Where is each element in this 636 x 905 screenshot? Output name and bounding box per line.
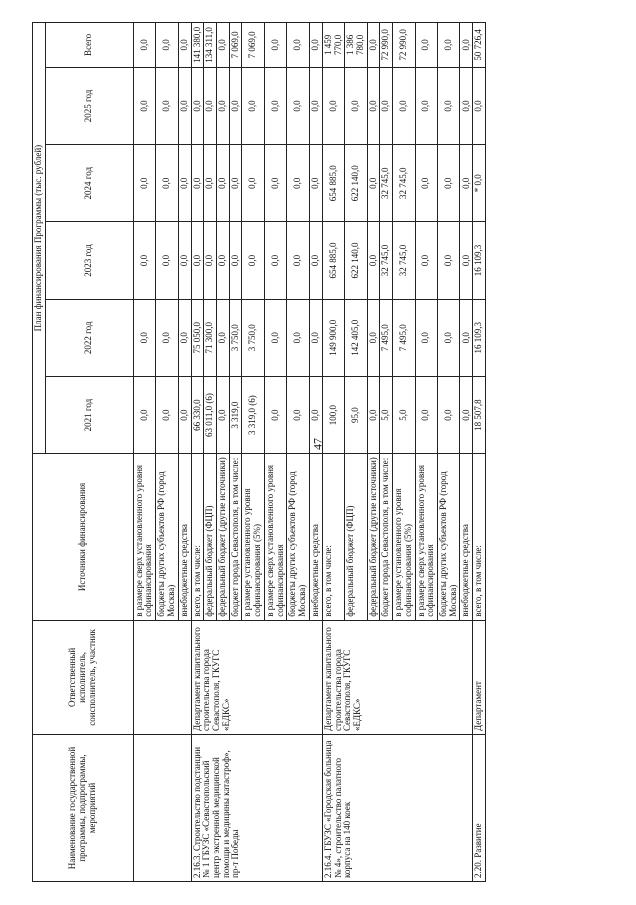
year-value-cell: 0,0 [367,67,380,144]
year-value-cell: 0,0 [178,376,191,453]
year-value-cell: 0,0 [264,222,286,299]
year-value-cell: 0,0 [217,222,230,299]
year-value-cell: 654 885,0 [322,145,344,222]
year-value-cell: 32 745,0 [380,222,393,299]
program-name-cell: 2.16.4. ГБУЗС «Городская больница № 4», строительство палатного корпуса на 140 коек [322,735,473,882]
year-value-cell: 0,0 [156,376,178,453]
year-value-cell: 0,0 [178,299,191,376]
year-value-cell: 0,0 [309,145,322,222]
year-value-cell: 0,0 [156,145,178,222]
year-value-cell: 0,0 [156,222,178,299]
year-value-cell: 0,0 [217,376,230,453]
year-value-cell: 0,0 [287,376,309,453]
program-name-cell: 2.16.3. Строительство подстанции № 1 ГБУЗС «Севастопольский центр экстренной медицинской помощи и медицины катастроф», пр-т Победы [191,735,322,882]
table-row [322,23,344,882]
total-value-cell: 0,0 [217,23,230,68]
year-value-cell: 0,0 [367,376,380,453]
funding-source-cell: всего, в том числе: [322,454,344,621]
year-value-cell: 0,0 [242,222,264,299]
year-value-cell: 0,0 [437,222,459,299]
year-value-cell: 0,0 [217,299,230,376]
year-value-cell: 149 900,0 [322,299,344,376]
year-value-cell: 0,0 [415,376,437,453]
total-value-cell: 0,0 [437,23,459,68]
rotated-page [32,22,604,882]
year-value-cell: 0,0 [345,67,367,144]
year-value-cell: 7 495,0 [393,299,415,376]
year-value-cell: 0,0 [460,299,473,376]
year-value-cell: 0,0 [437,299,459,376]
year-value-cell: 0,0 [204,222,217,299]
year-value-cell: 0,0 [178,145,191,222]
year-value-cell: 0,0 [322,67,344,144]
total-value-cell: 0,0 [367,23,380,68]
header-year: 2023 год [45,222,133,299]
year-value-cell: 654 885,0 [322,222,344,299]
table-row [191,23,204,882]
funding-source-cell: бюджеты других субъектов РФ (город Москва) [287,454,309,621]
funding-source-cell: бюджеты других субъектов РФ (город Москва) [437,454,459,621]
year-value-cell: 0,0 [178,67,191,144]
year-value-cell: 0,0 [264,299,286,376]
year-value-cell: 0,0 [287,145,309,222]
header-responsible: Ответственный исполнитель, соисполнитель, участник [33,620,134,734]
total-value-cell: 7 069,0 [229,23,242,68]
total-value-cell: 0,0 [264,23,286,68]
year-value-cell: 0,0 [460,222,473,299]
table-header [33,23,134,882]
total-value-cell: 0,0 [460,23,473,68]
responsible-cell: Департамент капитального строительства города Севастополя, ГКУГС «ЕДКС» [322,620,473,734]
year-value-cell: 142 405,0 [345,299,367,376]
funding-source-cell: федеральный бюджет (ФЦП) [204,454,217,621]
year-value-cell: 66 330,0 [191,376,204,453]
funding-source-cell: бюджет города Севастополя, в том числе: [229,454,242,621]
year-value-cell: 0,0 [309,376,322,453]
year-value-cell: 0,0 [437,376,459,453]
funding-source-cell: федеральный бюджет (ФЦП) [345,454,367,621]
year-value-cell: 0,0 [133,299,155,376]
funding-source-cell: внебюджетные средства [460,454,473,621]
header-name: Наименование государственной программы, подпрограммы, мероприятий [33,735,134,882]
funding-source-cell: бюджет города Севастополя, в том числе: [380,454,393,621]
year-value-cell: 0,0 [415,299,437,376]
header-year: 2024 год [45,145,133,222]
total-value-cell: 72 990,0 [393,23,415,68]
year-value-cell: * 0,0 [473,145,486,222]
year-value-cell: 100,0 [322,376,344,453]
year-value-cell: 0,0 [460,67,473,144]
year-value-cell: 0,0 [380,67,393,144]
year-value-cell: 0,0 [264,376,286,453]
year-value-cell: 0,0 [393,67,415,144]
total-value-cell: 50 726,4 [473,23,486,68]
year-value-cell: 3 750,0 [242,299,264,376]
funding-source-cell: федеральный бюджет (другие источники) [367,454,380,621]
year-value-cell: 18 507,8 [473,376,486,453]
funding-source-cell: всего, в том числе: [473,454,486,621]
year-value-cell: 0,0 [367,222,380,299]
year-value-cell: 0,0 [367,145,380,222]
header-year: 2021 год [45,376,133,453]
year-value-cell: 0,0 [204,67,217,144]
year-value-cell: 0,0 [415,145,437,222]
year-value-cell: 0,0 [156,67,178,144]
year-value-cell: 95,0 [345,376,367,453]
year-value-cell: 0,0 [229,222,242,299]
year-value-cell: 0,0 [133,222,155,299]
responsible-cell [133,620,191,734]
year-value-cell: 0,0 [204,145,217,222]
total-value-cell: 0,0 [178,23,191,68]
year-value-cell: 0,0 [242,67,264,144]
total-value-cell: 72 990,0 [380,23,393,68]
year-value-cell: 0,0 [217,67,230,144]
year-value-cell: 0,0 [191,67,204,144]
year-value-cell: 75 050,0 [191,299,204,376]
year-value-cell: 0,0 [191,222,204,299]
year-value-cell: 0,0 [309,299,322,376]
funding-source-cell: в размере сверх установленного уровня софинансирования [415,454,437,621]
year-value-cell: 5,0 [380,376,393,453]
funding-source-cell: внебюджетные средства [309,454,322,621]
year-value-cell: 0,0 [229,145,242,222]
page-number: 47 [310,438,325,450]
header-total: Всего [45,23,133,68]
year-value-cell: 0,0 [133,376,155,453]
year-value-cell: 0,0 [473,67,486,144]
total-value-cell: 0,0 [156,23,178,68]
year-value-cell: 0,0 [437,67,459,144]
total-value-cell: 141 380,0 [191,23,204,68]
year-value-cell: 0,0 [460,376,473,453]
program-name-cell [133,735,191,882]
year-value-cell: 0,0 [287,67,309,144]
year-value-cell: 0,0 [287,222,309,299]
total-value-cell: 0,0 [309,23,322,68]
year-value-cell: 3 750,0 [229,299,242,376]
year-value-cell: 16 109,3 [473,222,486,299]
year-value-cell: 32 745,0 [380,145,393,222]
year-value-cell: 0,0 [133,67,155,144]
year-value-cell: 16 109,3 [473,299,486,376]
responsible-cell: Департамент капитального строительства города Севастополя, ГКУГС «ЕДКС» [191,620,322,734]
year-value-cell: 3 319,0 (6) [242,376,264,453]
year-value-cell: 0,0 [217,145,230,222]
funding-source-cell: в размере установленного уровня софинансирования (5%) [242,454,264,621]
year-value-cell: 0,0 [156,299,178,376]
total-value-cell: 1 386 780,0 [345,23,367,68]
funding-source-cell: федеральный бюджет (другие источники) [217,454,230,621]
header-year: 2025 год [45,67,133,144]
year-value-cell: 0,0 [309,67,322,144]
total-value-cell: 0,0 [415,23,437,68]
funding-source-cell: в размере сверх установленного уровня софинансирования [264,454,286,621]
year-value-cell: 0,0 [437,145,459,222]
year-value-cell: 0,0 [264,67,286,144]
table-row [473,23,486,882]
year-value-cell: 622 140,0 [345,145,367,222]
year-value-cell: 0,0 [242,145,264,222]
year-value-cell: 0,0 [415,67,437,144]
year-value-cell: 63 011,0 (6) [204,376,217,453]
year-value-cell: 32 745,0 [393,222,415,299]
year-value-cell: 71 300,0 [204,299,217,376]
program-name-cell: 2.20. Развитие [473,735,486,882]
year-value-cell: 32 745,0 [393,145,415,222]
total-value-cell: 134 311,0 [204,23,217,68]
year-value-cell: 7 495,0 [380,299,393,376]
header-plan-title: План финансирования Программы (тыс. рублей) [33,23,46,454]
total-value-cell: 7 069,0 [242,23,264,68]
responsible-cell: Департамент [473,620,486,734]
year-value-cell: 0,0 [309,222,322,299]
year-value-cell: 5,0 [393,376,415,453]
year-value-cell: 3 319,0 [229,376,242,453]
header-sources: Источники финансирования [33,454,134,621]
funding-source-cell: в размере сверх установленного уровня софинансирования [133,454,155,621]
year-value-cell: 0,0 [415,222,437,299]
year-value-cell: 622 140,0 [345,222,367,299]
table-body [133,23,485,882]
total-value-cell: 0,0 [133,23,155,68]
year-value-cell: 0,0 [229,67,242,144]
total-value-cell: 0,0 [287,23,309,68]
year-value-cell: 0,0 [264,145,286,222]
year-value-cell: 0,0 [191,145,204,222]
funding-source-cell: всего, в том числе: [191,454,204,621]
funding-source-cell: в размере установленного уровня софинансирования (5%) [393,454,415,621]
financing-table [32,22,486,882]
year-value-cell: 0,0 [133,145,155,222]
year-value-cell: 0,0 [367,299,380,376]
funding-source-cell: бюджеты других субъектов РФ (город Москва) [156,454,178,621]
year-value-cell: 0,0 [178,222,191,299]
year-value-cell: 0,0 [460,145,473,222]
funding-source-cell: внебюджетные средства [178,454,191,621]
table-row [133,23,155,882]
total-value-cell: 1 459 770,0 [322,23,344,68]
header-year: 2022 год [45,299,133,376]
year-value-cell: 0,0 [287,299,309,376]
